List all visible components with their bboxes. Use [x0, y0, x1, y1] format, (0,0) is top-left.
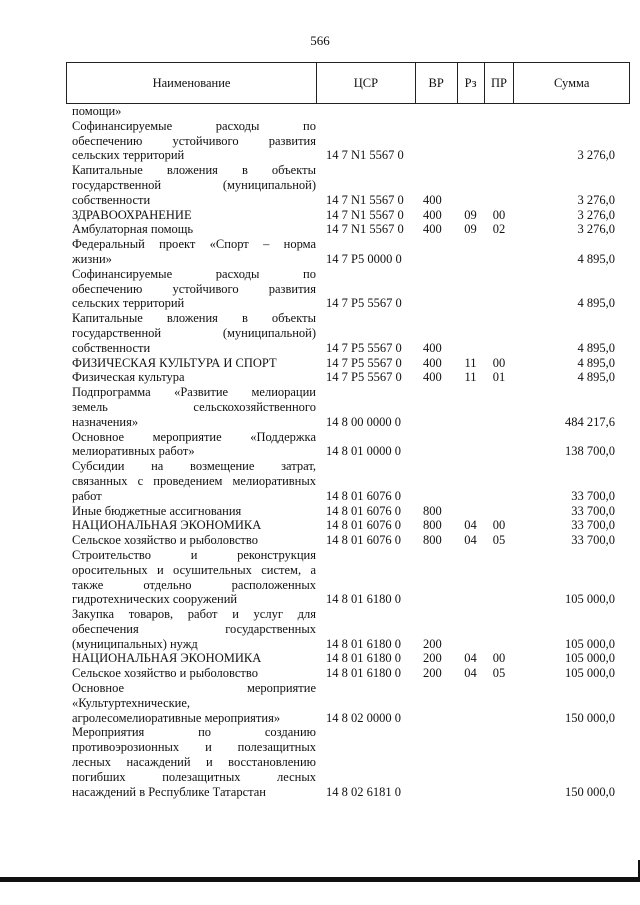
- row-csr: 14 7 N1 5567 0: [326, 222, 404, 237]
- row-name-line: собственности: [72, 340, 151, 355]
- row-name-line: Софинансируемые расходы по: [72, 118, 316, 133]
- row-name-line: агролесомелиоративные мероприятия»: [72, 710, 281, 725]
- row-vr: 400: [423, 355, 442, 370]
- row-rz: 04: [464, 651, 477, 666]
- row-name-line: Строительство и реконструкция: [72, 547, 316, 562]
- row-name-line: сельских территорий: [72, 148, 185, 163]
- row-name-line: НАЦИОНАЛЬНАЯ ЭКОНОМИКА: [72, 518, 262, 533]
- table-row: [66, 430, 630, 460]
- row-sum: 4 895,0: [577, 355, 615, 370]
- table-header: [66, 62, 630, 104]
- table-row: [66, 267, 630, 311]
- table-row: [66, 518, 630, 533]
- scan-edge-bar: [0, 877, 640, 882]
- row-name-line: Амбулаторная помощь: [72, 222, 194, 237]
- row-name: [66, 356, 316, 371]
- row-name-line: Субсидии на возмещение затрат,: [72, 459, 316, 474]
- row-name: [66, 222, 316, 237]
- row-csr: 14 8 01 0000 0: [326, 444, 401, 459]
- row-name-line: ЗДРАВООХРАНЕНИЕ: [72, 207, 192, 222]
- header-name: Наименование: [67, 63, 317, 103]
- row-sum: 33 700,0: [571, 503, 615, 518]
- row-name-line: Основное мероприятие «Поддержка: [72, 429, 316, 444]
- table-row: [66, 681, 630, 725]
- header-rz: Рз: [458, 63, 485, 103]
- row-name-line: Иные бюджетные ассигнования: [72, 503, 242, 518]
- row-name-line: государственной (муниципальной): [72, 177, 316, 192]
- row-rz: 11: [464, 370, 477, 385]
- table-row: [66, 119, 630, 163]
- row-pr: 01: [492, 370, 506, 385]
- row-name: [66, 607, 316, 651]
- row-name: [66, 459, 316, 503]
- table-row: [66, 311, 630, 355]
- row-name-line: погибших полезащитных лесных: [72, 769, 316, 784]
- row-name-line: обеспечения государственных: [72, 621, 316, 636]
- row-name-line: Основное мероприятие: [72, 681, 316, 696]
- row-csr: 14 8 01 6180 0: [326, 666, 401, 681]
- row-csr: 14 7 P5 5567 0: [326, 296, 402, 311]
- row-name-line: Сельское хозяйство и рыболовство: [72, 533, 258, 548]
- row-csr: 14 8 02 0000 0: [326, 710, 401, 725]
- row-name: [66, 385, 316, 429]
- row-pr: 00: [492, 651, 506, 666]
- row-rz: 04: [464, 533, 477, 548]
- table-row: [66, 666, 630, 681]
- row-name-line: государственной (муниципальной): [72, 325, 316, 340]
- row-name-line: обеспечению устойчивого развития: [72, 281, 316, 296]
- row-csr: 14 8 00 0000 0: [326, 414, 401, 429]
- row-name-line: помощи»: [72, 104, 122, 118]
- row-sum: 33 700,0: [571, 518, 615, 533]
- row-name-line: обеспечению устойчивого развития: [72, 133, 316, 148]
- table-row: [66, 163, 630, 207]
- row-vr: 400: [423, 340, 442, 355]
- row-name: [66, 267, 316, 311]
- row-name-line: гидротехнических сооружений: [72, 592, 238, 607]
- table-row: [66, 533, 630, 548]
- header-vr: ВР: [416, 63, 458, 103]
- row-vr: 400: [423, 370, 442, 385]
- row-csr: 14 7 N1 5567 0: [326, 148, 404, 163]
- row-csr: 14 8 01 6076 0: [326, 488, 401, 503]
- row-name-line: Мероприятия по созданию: [72, 725, 316, 740]
- table-row: [66, 385, 630, 429]
- row-sum: 4 895,0: [577, 340, 615, 355]
- row-sum: 3 276,0: [577, 207, 615, 222]
- row-name: [66, 370, 316, 385]
- row-name-line: Федеральный проект «Спорт – норма: [72, 237, 316, 252]
- row-sum: 150 000,0: [565, 710, 615, 725]
- table-row: [66, 725, 630, 799]
- row-name-line: Софинансируемые расходы по: [72, 266, 316, 281]
- row-name-line: связанных с проведением мелиоративных: [72, 473, 316, 488]
- row-name-line: назначения»: [72, 414, 139, 429]
- row-name: [66, 430, 316, 460]
- row-name: [66, 208, 316, 223]
- row-sum: 3 276,0: [577, 222, 615, 237]
- header-sum: Сумма: [554, 75, 590, 90]
- table-row: [66, 356, 630, 371]
- row-sum: 4 895,0: [577, 251, 615, 266]
- row-name-line: Закупка товаров, работ и услуг для: [72, 607, 316, 622]
- row-sum: 33 700,0: [571, 488, 615, 503]
- row-sum: 105 000,0: [565, 651, 615, 666]
- row-name: [66, 533, 316, 548]
- row-rz: 09: [464, 222, 477, 237]
- row-name-line: жизни»: [72, 251, 112, 266]
- row-csr: 14 8 01 6180 0: [326, 636, 401, 651]
- row-name-line: «Культуртехнические,: [72, 695, 191, 710]
- row-csr: 14 8 02 6181 0: [326, 784, 401, 799]
- row-vr: 200: [423, 636, 442, 651]
- table-row: [66, 208, 630, 223]
- row-sum: 484 217,6: [565, 414, 615, 429]
- row-name-line: НАЦИОНАЛЬНАЯ ЭКОНОМИКА: [72, 651, 262, 666]
- row-csr: 14 7 P5 0000 0: [326, 251, 402, 266]
- row-sum: 105 000,0: [565, 666, 615, 681]
- row-name: [66, 104, 316, 119]
- row-name-line: также отдельно расположенных: [72, 577, 316, 592]
- row-csr: 14 7 N1 5567 0: [326, 207, 404, 222]
- row-name: [66, 666, 316, 681]
- row-sum: 4 895,0: [577, 370, 615, 385]
- row-sum: 138 700,0: [565, 444, 615, 459]
- row-pr: 00: [492, 518, 506, 533]
- row-vr: 400: [423, 207, 442, 222]
- row-name-line: Подпрограмма «Развитие мелиорации: [72, 385, 316, 400]
- row-sum: 105 000,0: [565, 592, 615, 607]
- row-name: [66, 119, 316, 163]
- header-csr: ЦСР: [317, 63, 416, 103]
- row-name-line: оросительных и осушительных систем, а: [72, 562, 316, 577]
- row-csr: 14 8 01 6180 0: [326, 592, 401, 607]
- row-sum: 3 276,0: [577, 192, 615, 207]
- row-name-line: противоэрозионных и полезащитных: [72, 740, 316, 755]
- table-row: [66, 237, 630, 267]
- row-csr: 14 7 P5 5567 0: [326, 370, 402, 385]
- row-name-line: мелиоративных работ»: [72, 444, 195, 459]
- row-name: [66, 518, 316, 533]
- row-pr: 02: [492, 222, 506, 237]
- row-name-line: (муниципальных) нужд: [72, 636, 198, 651]
- row-name: [66, 163, 316, 207]
- row-csr: 14 8 01 6076 0: [326, 503, 401, 518]
- row-name-line: Капитальные вложения в объекты: [72, 311, 316, 326]
- row-name-line: Физическая культура: [72, 370, 185, 385]
- row-csr: 14 8 01 6180 0: [326, 651, 401, 666]
- table-row: [66, 459, 630, 503]
- row-name-line: земель сельскохозяйственного: [72, 399, 316, 414]
- header-pr: ПР: [485, 63, 515, 103]
- table-row: [66, 548, 630, 607]
- table-row: [66, 504, 630, 519]
- row-pr: 00: [492, 207, 506, 222]
- row-csr: 14 7 N1 5567 0: [326, 192, 404, 207]
- row-pr: 05: [492, 666, 506, 681]
- row-sum: 4 895,0: [577, 296, 615, 311]
- row-name-line: Сельское хозяйство и рыболовство: [72, 666, 258, 681]
- table-row: [66, 222, 630, 237]
- row-vr: 800: [423, 503, 442, 518]
- row-name: [66, 681, 316, 725]
- row-csr: 14 7 P5 5567 0: [326, 340, 402, 355]
- row-rz: 09: [464, 207, 477, 222]
- table-row: [66, 651, 630, 666]
- row-name: [66, 651, 316, 666]
- row-rz: 04: [464, 666, 477, 681]
- row-sum: 3 276,0: [577, 148, 615, 163]
- page-number: 566: [310, 33, 330, 48]
- row-csr: 14 7 P5 5567 0: [326, 355, 402, 370]
- row-name-line: насаждений в Республике Татарстан: [72, 784, 266, 799]
- table-row: [66, 104, 630, 119]
- row-sum: 105 000,0: [565, 636, 615, 651]
- row-name-line: сельских территорий: [72, 296, 185, 311]
- row-vr: 800: [423, 518, 442, 533]
- row-vr: 200: [423, 666, 442, 681]
- table-body: [66, 104, 630, 799]
- row-vr: 400: [423, 222, 442, 237]
- table-row: [66, 370, 630, 385]
- row-name: [66, 548, 316, 607]
- row-pr: 05: [492, 533, 506, 548]
- row-csr: 14 8 01 6076 0: [326, 518, 401, 533]
- row-name-line: собственности: [72, 192, 151, 207]
- row-vr: 800: [423, 533, 442, 548]
- row-sum: 33 700,0: [571, 533, 615, 548]
- row-rz: 04: [464, 518, 477, 533]
- row-vr: 200: [423, 651, 442, 666]
- row-name: [66, 504, 316, 519]
- row-rz: 11: [464, 355, 477, 370]
- row-name-line: работ: [72, 488, 102, 503]
- row-vr: 400: [423, 192, 442, 207]
- row-name-line: ФИЗИЧЕСКАЯ КУЛЬТУРА И СПОРТ: [72, 355, 277, 370]
- row-name-line: Капитальные вложения в объекты: [72, 163, 316, 178]
- row-name-line: лесных насаждений и восстановлению: [72, 755, 316, 770]
- table-row: [66, 607, 630, 651]
- row-sum: 150 000,0: [565, 784, 615, 799]
- row-name: [66, 725, 316, 799]
- row-csr: 14 8 01 6076 0: [326, 533, 401, 548]
- row-pr: 00: [492, 355, 506, 370]
- row-name: [66, 311, 316, 355]
- row-name: [66, 237, 316, 267]
